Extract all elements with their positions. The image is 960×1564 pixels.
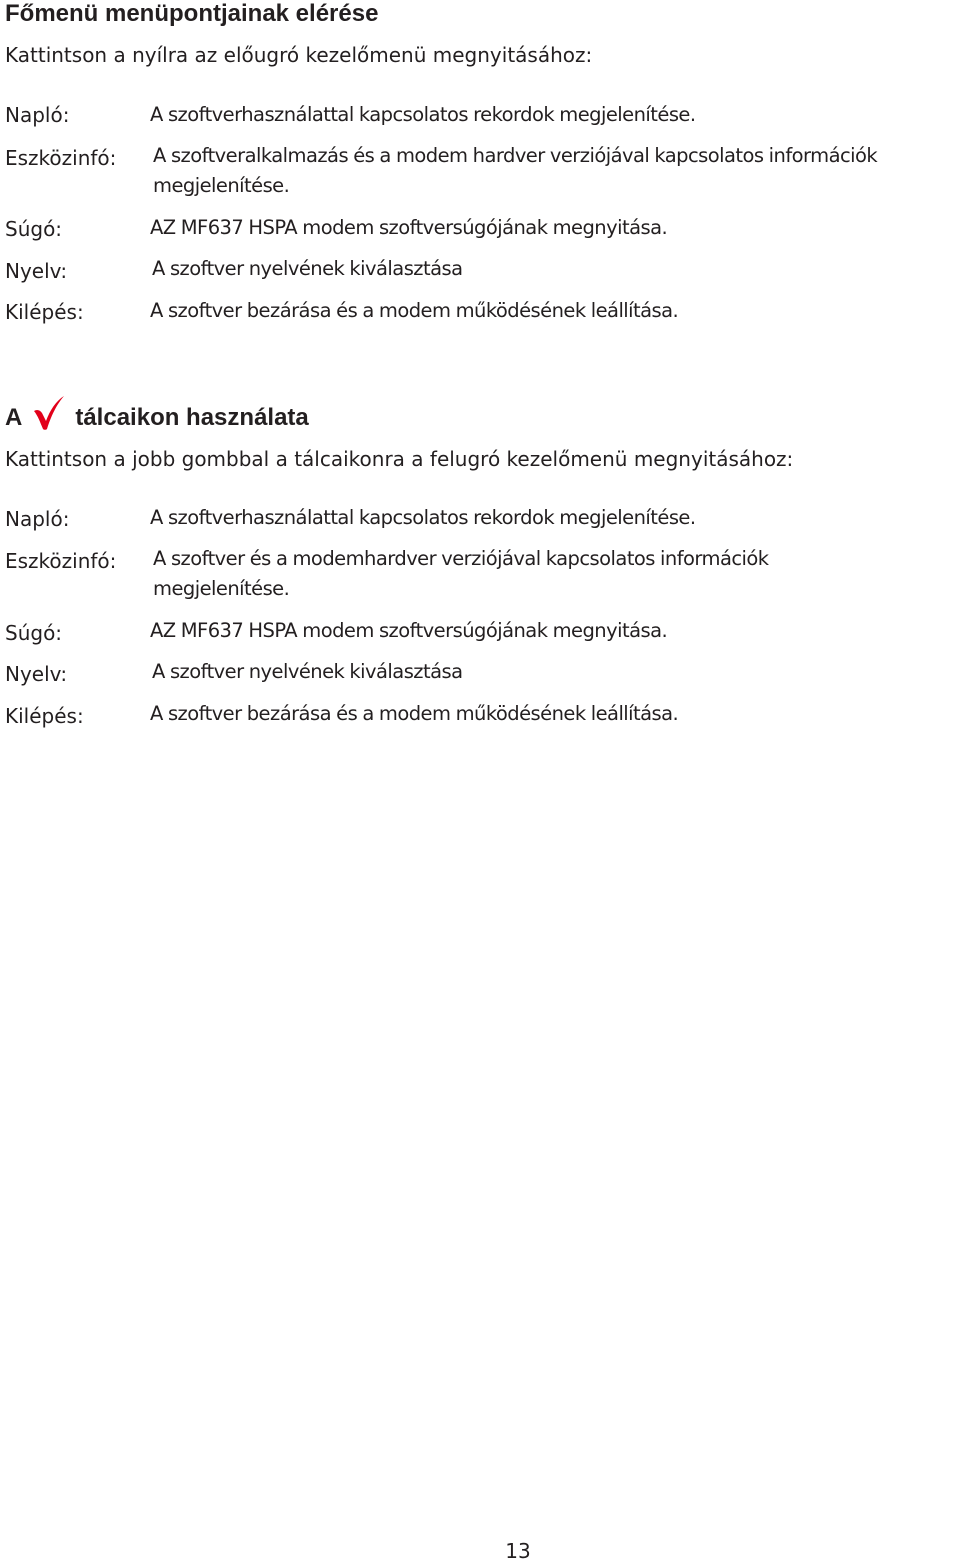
- main-menu-desc-kilepes: A szoftver bezárása és a modem működésének leállítása.: [150, 299, 679, 322]
- main-menu-term-eszkozinfo: Eszközinfó:: [5, 146, 117, 170]
- tray-icon-heading: [5, 400, 309, 436]
- tray-term-nyelv: Nyelv:: [5, 662, 68, 686]
- tray-desc-naplo: A szoftverhasználattal kapcsolatos rekordok megjelenítése.: [150, 506, 696, 529]
- tray-heading-prefix: A: [5, 404, 23, 431]
- tray-term-kilepes: Kilépés:: [5, 704, 84, 728]
- tray-desc-kilepes: A szoftver bezárása és a modem működésének leállítása.: [150, 702, 679, 725]
- main-menu-term-kilepes: Kilépés:: [5, 300, 84, 324]
- tray-term-naplo: Napló:: [5, 507, 70, 531]
- main-menu-term-sugo: Súgó:: [5, 217, 63, 241]
- red-checkmark-logo-icon: [33, 395, 65, 431]
- tray-desc-eszkozinfo: A szoftver és a modemhardver verziójával kapcsolatos információk megjelenítése.: [153, 547, 769, 600]
- main-menu-desc-naplo: A szoftverhasználattal kapcsolatos rekordok megjelenítése.: [150, 103, 696, 126]
- tray-term-eszkozinfo: Eszközinfó:: [5, 549, 117, 573]
- main-menu-intro: Kattintson a nyílra az előugró kezelőmenü megnyitásához:: [5, 43, 593, 67]
- main-menu-desc-nyelv: A szoftver nyelvének kiválasztása: [152, 257, 463, 280]
- tray-term-sugo: Súgó:: [5, 621, 63, 645]
- tray-heading-suffix: tálcaikon használata: [75, 404, 309, 431]
- page-number: 13: [505, 1539, 531, 1563]
- tray-intro: Kattintson a jobb gombbal a tálcaikonra a felugró kezelőmenü megnyitásához:: [5, 447, 794, 471]
- main-menu-term-naplo: Napló:: [5, 103, 70, 127]
- tray-desc-nyelv: A szoftver nyelvének kiválasztása: [152, 660, 463, 683]
- main-menu-desc-sugo: AZ MF637 HSPA modem szoftversúgójának megnyitása.: [150, 216, 668, 239]
- tray-desc-sugo: AZ MF637 HSPA modem szoftversúgójának megnyitása.: [150, 619, 668, 642]
- main-menu-term-nyelv: Nyelv:: [5, 259, 68, 283]
- main-menu-heading: Főmenü menüpontjainak elérése: [5, 0, 379, 27]
- main-menu-desc-eszkozinfo: A szoftveralkalmazás és a modem hardver verziójával kapcsolatos információk megjelenítése.: [153, 144, 878, 197]
